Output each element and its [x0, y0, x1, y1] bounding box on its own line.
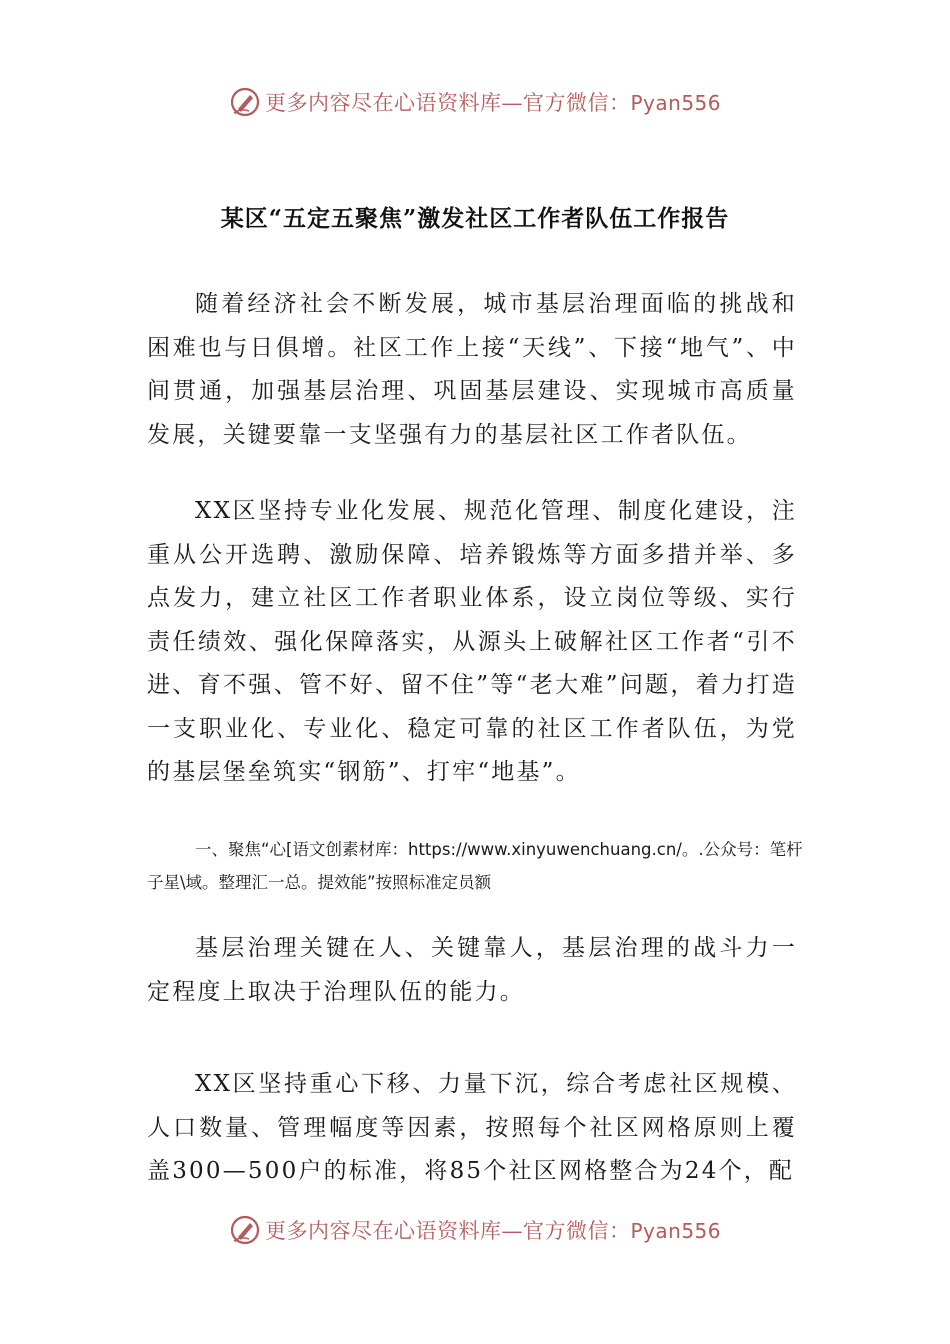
footer-watermark-label: 更多内容尽在心语资料库—官方微信： [264, 1219, 631, 1243]
header-watermark-banner [0, 82, 950, 122]
paragraph-intro: 随着经济社会不断发展，城市基层治理面临的挑战和困难也与日俱增。社区工作上接“天线”、下接“地气”、中间贯通，加强基层治理、巩固基层建设、实现城市高质量发展，关键要靠一支坚强有力的基层社区工作者队伍。 [147, 291, 797, 448]
footer-watermark-banner [0, 1210, 950, 1250]
footer-watermark-text [265, 1215, 721, 1245]
pen-logo-icon [229, 86, 261, 118]
section-heading: 一、聚焦“心[语文创素材库：https://www.xinyuwenchuang.cn/。.公众号：笔杆子星\域。整理汇一总。提效能”按照标准定员额 [147, 840, 803, 892]
header-watermark-text [265, 87, 721, 117]
footer-watermark-handle: Pyan556 [630, 1219, 721, 1243]
document-title: 某区“五定五聚焦”激发社区工作者队伍工作报告 [220, 205, 730, 232]
paragraph-measures: XX区坚持专业化发展、规范化管理、制度化建设，注重从公开选聘、激励保障、培养锻炼等方面多措并举、多点发力，建立社区工作者职业体系，设立岗位等级、实行责任绩效、强化保障落实，从源头上破解社区工作者“引不进、育不强、管不好、留不住”等“老大难”问题，着力打造一支职业化、专业化、稳定可靠的社区工作者队伍，为党的基层堡垒筑实“钢筋”、打牢“地基”。 [147, 498, 797, 785]
paragraph-grid-integration: XX区坚持重心下移、力量下沉，综合考虑社区规模、人口数量、管理幅度等因素，按照每个社区网格原则上覆盖300—500户的标准，将85个社区网格整合为24个，配 [147, 1071, 797, 1184]
header-watermark-handle: Pyan556 [630, 91, 721, 115]
header-watermark-label: 更多内容尽在心语资料库—官方微信： [264, 91, 631, 115]
paragraph-key-people: 基层治理关键在人、关键靠人，基层治理的战斗力一定程度上取决于治理队伍的能力。 [147, 935, 797, 1005]
pen-logo-icon [229, 1214, 261, 1246]
